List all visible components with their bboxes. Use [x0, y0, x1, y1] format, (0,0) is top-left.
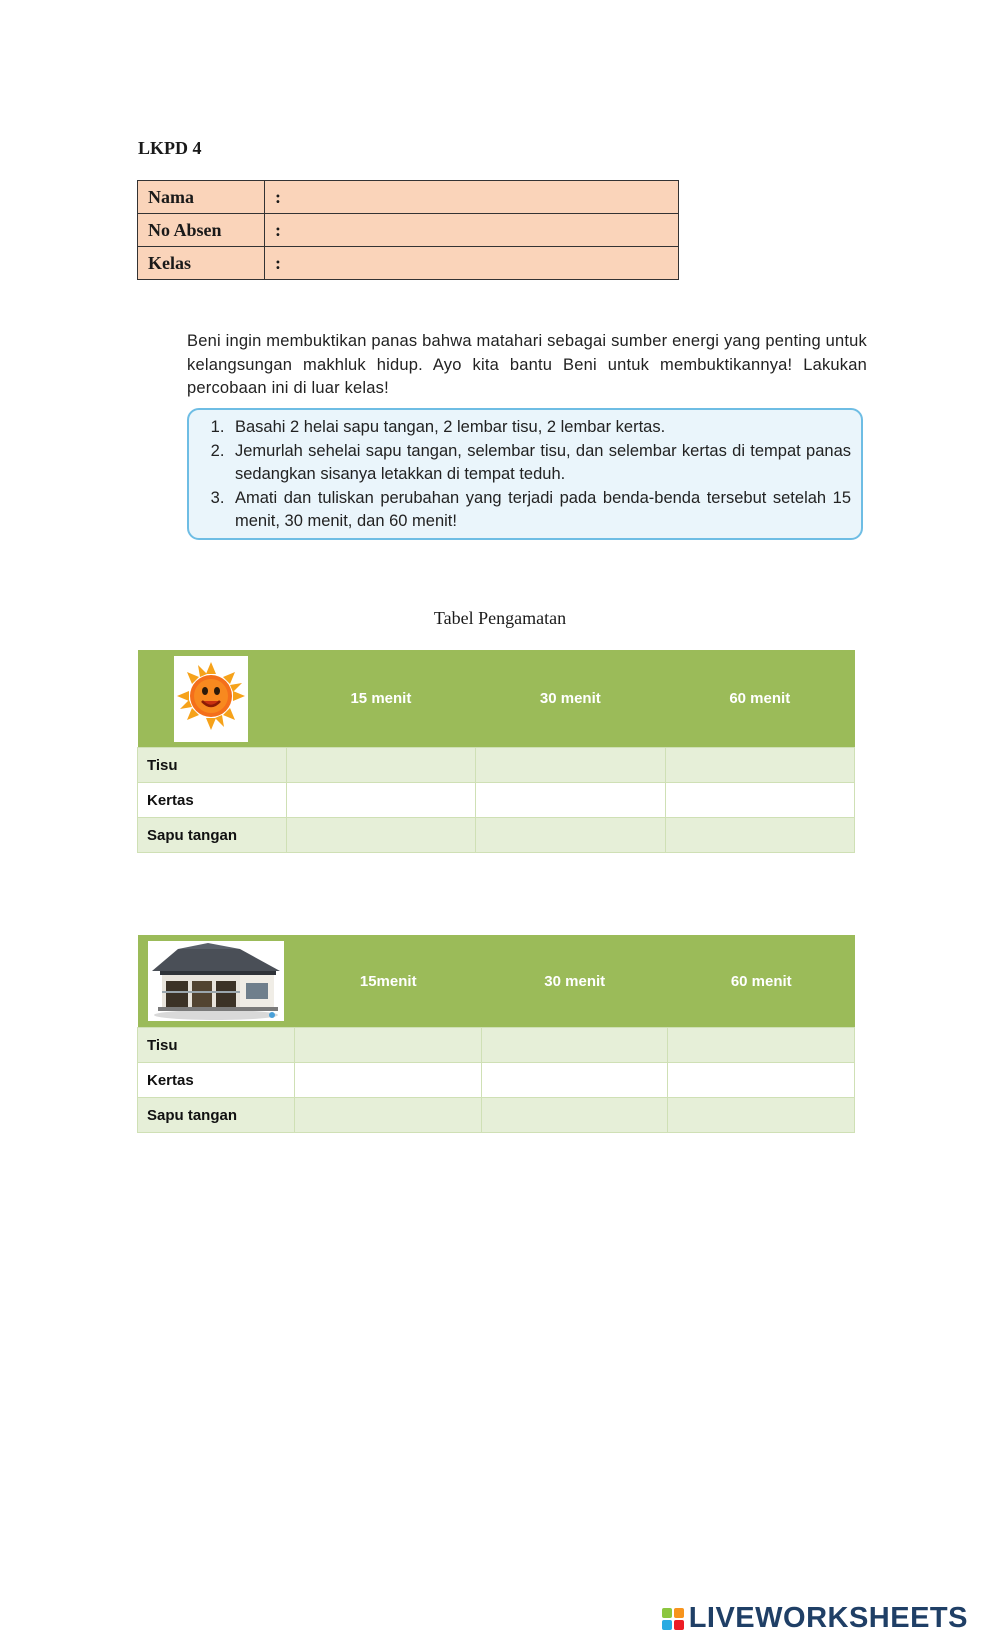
- answer-cell[interactable]: [481, 1098, 668, 1133]
- logo-text: LIVEWORKSHEETS: [688, 1602, 968, 1634]
- steps-list: [189, 416, 861, 534]
- identity-value-field[interactable]: :: [265, 214, 679, 247]
- table-header-row: [138, 650, 855, 748]
- row-label: Kertas: [138, 783, 287, 818]
- answer-cell[interactable]: [665, 783, 854, 818]
- house-header-cell: [138, 935, 295, 1028]
- answer-cell[interactable]: [476, 748, 665, 783]
- row-label: Tisu: [138, 748, 287, 783]
- identity-row-kelas: [138, 247, 679, 280]
- house-icon: [148, 941, 284, 1021]
- steps-box: [187, 408, 863, 540]
- step-item: 2. Jemurlah sehelai sapu tangan, selembar tisu, dan selembar kertas di tempat panas sedangkan sisanya letakkan di tempat teduh.: [229, 440, 851, 487]
- column-header-60: 60 menit: [668, 935, 855, 1028]
- row-label: Sapu tangan: [138, 1098, 295, 1133]
- row-label: Sapu tangan: [138, 818, 287, 853]
- identity-row-nama: [138, 181, 679, 214]
- column-header-15: 15 menit: [286, 650, 475, 748]
- sun-icon: [174, 656, 248, 742]
- column-header-60: 60 menit: [665, 650, 854, 748]
- answer-cell[interactable]: [476, 818, 665, 853]
- observation-table-sun: [137, 650, 855, 853]
- table-row: [138, 748, 855, 783]
- answer-cell[interactable]: [481, 1063, 668, 1098]
- identity-label: Nama: [138, 181, 265, 214]
- answer-cell[interactable]: [665, 748, 854, 783]
- step-item: 3. Amati dan tuliskan perubahan yang terjadi pada benda-benda tersebut setelah 15 menit, 30 menit, dan 60 menit!: [229, 487, 851, 534]
- identity-value-field[interactable]: :: [265, 181, 679, 214]
- answer-cell[interactable]: [286, 818, 475, 853]
- identity-label: Kelas: [138, 247, 265, 280]
- logo-grid-icon: [662, 1608, 684, 1630]
- answer-cell[interactable]: [295, 1098, 482, 1133]
- answer-cell[interactable]: [668, 1063, 855, 1098]
- answer-cell[interactable]: [286, 748, 475, 783]
- row-label: Tisu: [138, 1028, 295, 1063]
- column-header-15: 15menit: [295, 935, 482, 1028]
- answer-cell[interactable]: [668, 1098, 855, 1133]
- answer-cell[interactable]: [481, 1028, 668, 1063]
- answer-cell[interactable]: [295, 1063, 482, 1098]
- step-item: 1. Basahi 2 helai sapu tangan, 2 lembar tisu, 2 lembar kertas.: [229, 416, 851, 440]
- liveworksheets-logo[interactable]: [662, 1602, 968, 1635]
- identity-table: [137, 180, 679, 280]
- identity-value-field[interactable]: :: [265, 247, 679, 280]
- table-caption: Tabel Pengamatan: [433, 608, 567, 628]
- worksheet-title: LKPD 4: [138, 138, 202, 158]
- column-header-30: 30 menit: [481, 935, 668, 1028]
- table-row: [138, 1028, 855, 1063]
- table-row: [138, 783, 855, 818]
- identity-row-no-absen: [138, 214, 679, 247]
- observation-table-shade: [137, 935, 855, 1133]
- table-row: [138, 1098, 855, 1133]
- answer-cell[interactable]: [668, 1028, 855, 1063]
- identity-label: No Absen: [138, 214, 265, 247]
- answer-cell[interactable]: [476, 783, 665, 818]
- column-header-30: 30 menit: [476, 650, 665, 748]
- row-label: Kertas: [138, 1063, 295, 1098]
- table-row: [138, 818, 855, 853]
- answer-cell[interactable]: [286, 783, 475, 818]
- answer-cell[interactable]: [665, 818, 854, 853]
- table-header-row: [138, 935, 855, 1028]
- intro-paragraph: Beni ingin membuktikan panas bahwa matahari sebagai sumber energi yang penting untuk kelangsungan makhluk hidup. Ayo kita bantu Beni untuk membuktikannya! Lakukan percobaan ini di luar kelas!: [187, 332, 867, 397]
- answer-cell[interactable]: [295, 1028, 482, 1063]
- table-row: [138, 1063, 855, 1098]
- sun-header-cell: [138, 650, 287, 748]
